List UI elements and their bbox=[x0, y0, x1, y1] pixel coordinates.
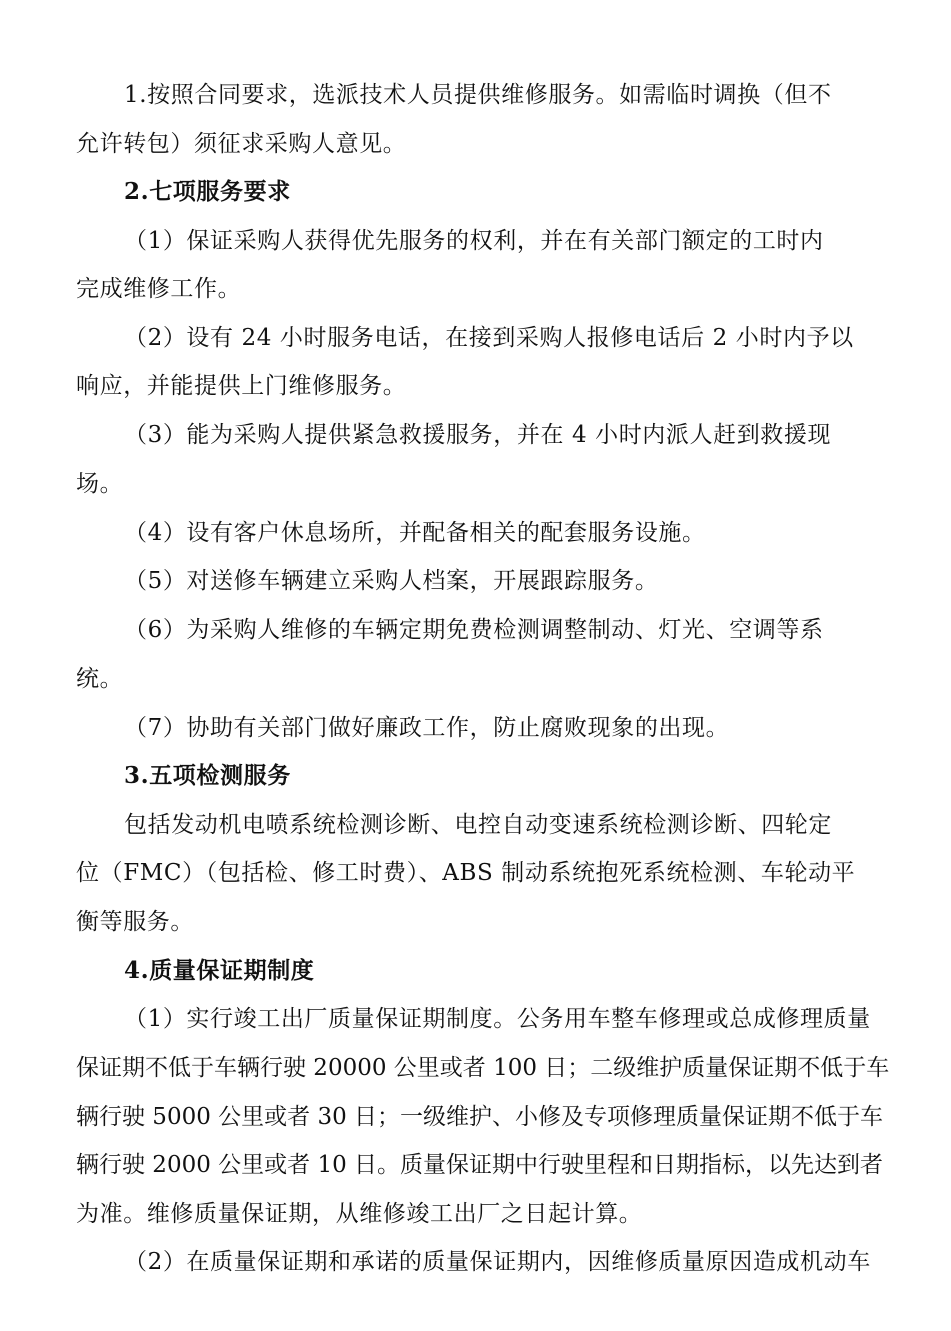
inspection-paragraph-line-3: 衡等服务。 bbox=[76, 909, 194, 935]
item-4: （4）设有客户休息场所，并配备相关的配套服务设施。 bbox=[124, 520, 706, 546]
item-6-line-2: 统。 bbox=[76, 666, 124, 692]
warranty-item-1-line-5: 为准。维修质量保证期，从维修竣工出厂之日起计算。 bbox=[76, 1201, 643, 1227]
item-6-line-1: （6）为采购人维修的车辆定期免费检测调整制动、灯光、空调等系 bbox=[124, 617, 824, 643]
item-7: （7）协助有关部门做好廉政工作，防止腐败现象的出现。 bbox=[124, 715, 730, 741]
warranty-item-1-line-4: 辆行驶 2000 公里或者 10 日。质量保证期中行驶里程和日期指标，以先达到者 bbox=[76, 1152, 884, 1178]
item-1-line-2: 完成维修工作。 bbox=[76, 276, 242, 302]
item-5: （5）对送修车辆建立采购人档案，开展跟踪服务。 bbox=[124, 568, 659, 594]
heading-five-inspection-services: 3.五项检测服务 bbox=[124, 762, 291, 789]
paragraph-1-line-2: 允许转包）须征求采购人意见。 bbox=[76, 131, 407, 157]
item-1-line-1: （1）保证采购人获得优先服务的权利，并在有关部门额定的工时内 bbox=[124, 228, 824, 254]
warranty-item-1-line-2: 保证期不低于车辆行驶 20000 公里或者 100 日；二级维护质量保证期不低于车 bbox=[76, 1055, 890, 1081]
item-3-line-2: 场。 bbox=[76, 471, 124, 497]
warranty-item-2-line-1: （2）在质量保证期和承诺的质量保证期内，因维修质量原因造成机动车 bbox=[124, 1249, 871, 1275]
inspection-paragraph-line-1: 包括发动机电喷系统检测诊断、电控自动变速系统检测诊断、四轮定 bbox=[124, 812, 832, 838]
warranty-item-1-line-3: 辆行驶 5000 公里或者 30 日；一级维护、小修及专项修理质量保证期不低于车 bbox=[76, 1104, 884, 1130]
heading-seven-service-requirements: 2.七项服务要求 bbox=[124, 178, 291, 205]
paragraph-1-line-1: 1.按照合同要求，选派技术人员提供维修服务。如需临时调换（但不 bbox=[124, 82, 832, 108]
heading-quality-warranty: 4.质量保证期制度 bbox=[124, 957, 315, 984]
item-3-line-1: （3）能为采购人提供紧急救援服务，并在 4 小时内派人赶到救援现 bbox=[124, 422, 832, 448]
item-2-line-2: 响应，并能提供上门维修服务。 bbox=[76, 373, 407, 399]
item-2-line-1: （2）设有 24 小时服务电话，在接到采购人报修电话后 2 小时内予以 bbox=[124, 325, 854, 351]
inspection-paragraph-line-2: 位（FMC）（包括检、修工时费）、ABS 制动系统抱死系统检测、车轮动平 bbox=[76, 860, 856, 886]
warranty-item-1-line-1: （1）实行竣工出厂质量保证期制度。公务用车整车修理或总成修理质量 bbox=[124, 1006, 871, 1032]
